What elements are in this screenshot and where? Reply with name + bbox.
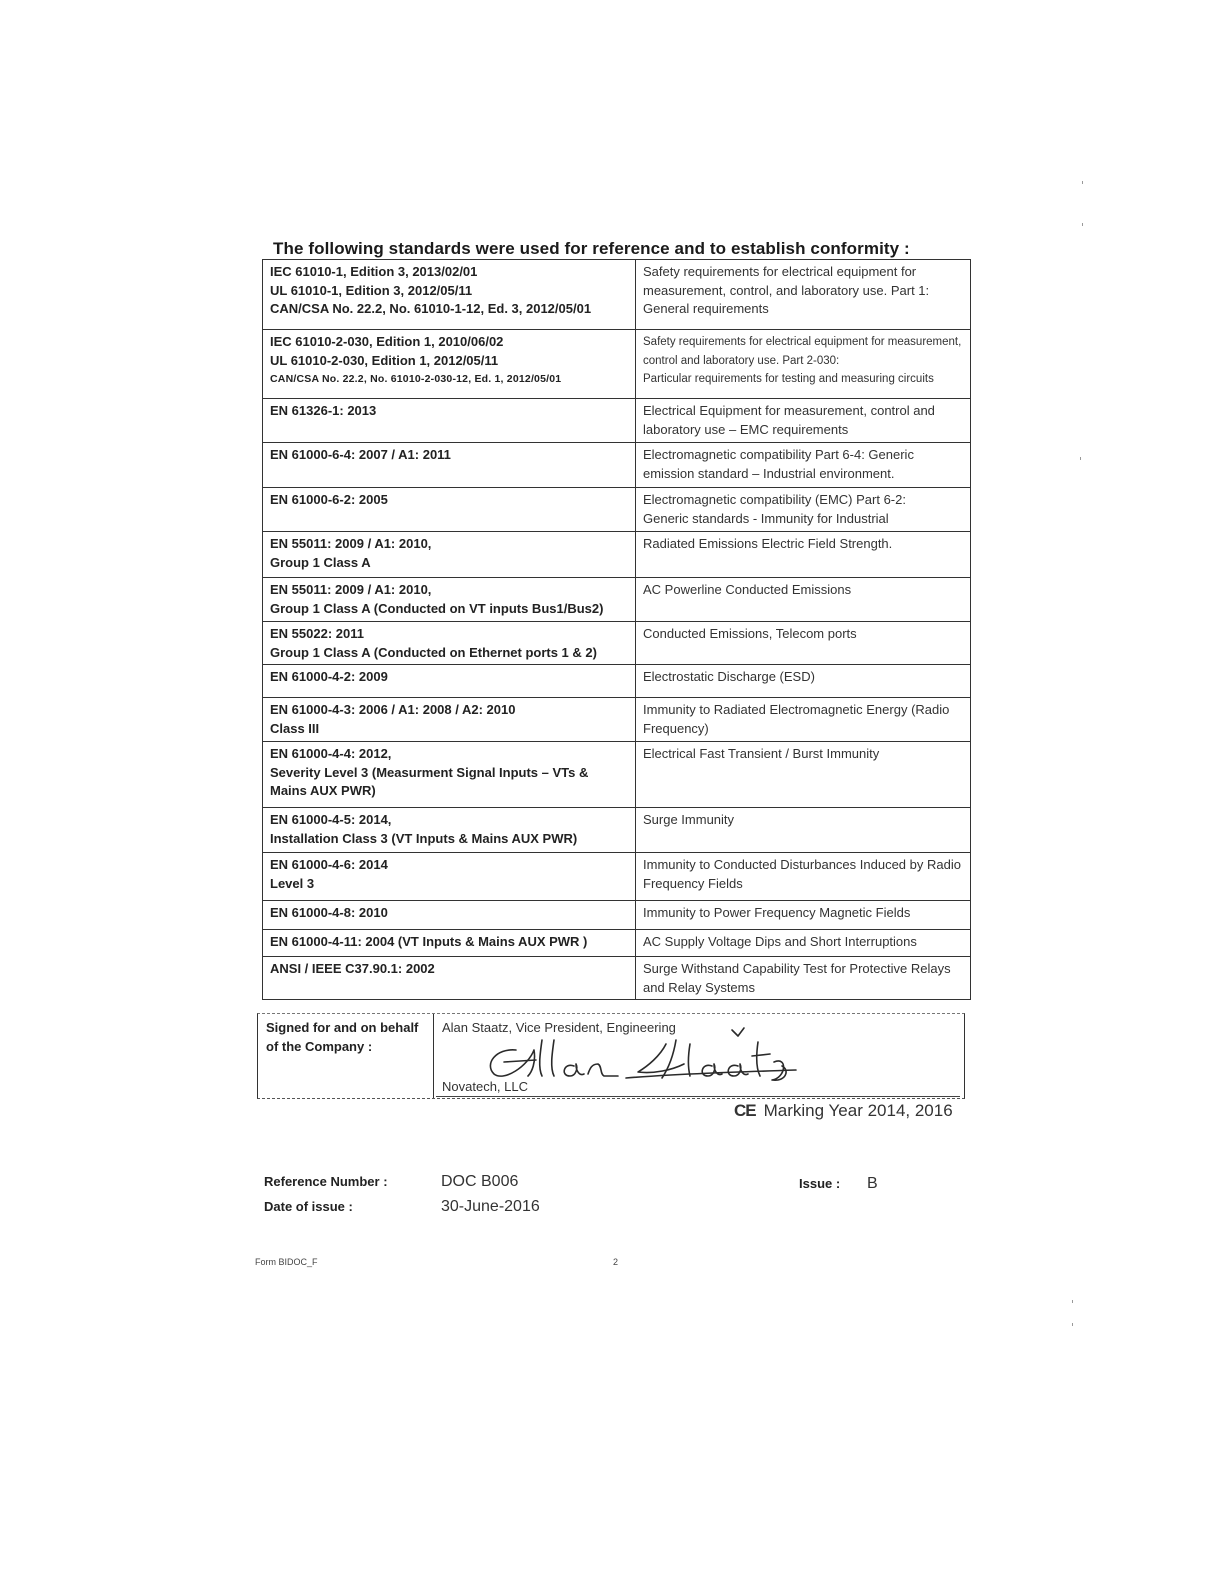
standard-reference-cell xyxy=(263,260,636,330)
standard-row xyxy=(263,698,971,742)
standard-reference-line: EN 61000-4-4: 2012, xyxy=(270,746,392,761)
standard-reference-cell xyxy=(263,488,636,532)
standard-reference-line: Severity Level 3 (Measurment Signal Inputs – VTs & xyxy=(270,764,589,780)
standard-row xyxy=(263,853,971,901)
form-id: Form BIDOC_F xyxy=(255,1257,318,1267)
ce-marking xyxy=(734,1101,953,1121)
standard-reference-line: EN 61000-4-11: 2004 (VT Inputs & Mains AUX PWR ) xyxy=(270,934,588,949)
standard-description-cell xyxy=(636,399,971,443)
standard-description-cell xyxy=(636,488,971,532)
standard-description-cell xyxy=(636,808,971,853)
standard-reference-line: EN 61000-6-4: 2007 / A1: 2011 xyxy=(270,447,451,462)
signature-divider xyxy=(433,1014,434,1098)
signatory-name-title: Alan Staatz, Vice President, Engineering xyxy=(442,1020,676,1035)
standard-reference-cell xyxy=(263,957,636,1000)
standard-reference-line: Group 1 Class A (Conducted on VT inputs Bus1/Bus2) xyxy=(270,600,604,616)
standard-description-line: Immunity to Radiated Electromagnetic Energy (Radio Frequency) xyxy=(643,702,950,736)
standard-description-line: Generic standards - Immunity for Industrial xyxy=(643,510,889,526)
standard-reference-line: Group 1 Class A (Conducted on Ethernet ports 1 & 2) xyxy=(270,644,597,660)
standard-row xyxy=(263,665,971,698)
standard-reference-cell xyxy=(263,578,636,622)
standard-description-line: Immunity to Conducted Disturbances Induced by Radio Frequency Fields xyxy=(643,857,961,891)
date-of-issue-value: 30-June-2016 xyxy=(441,1198,540,1215)
standard-reference-cell xyxy=(263,665,636,698)
page-number: 2 xyxy=(613,1257,619,1267)
standard-reference-line: EN 61000-4-2: 2009 xyxy=(270,669,388,684)
handwritten-signature xyxy=(476,1026,806,1086)
standard-reference-line: EN 55022: 2011 xyxy=(270,626,364,641)
standard-reference-line: EN 61000-4-3: 2006 / A1: 2008 / A2: 2010 xyxy=(270,702,516,717)
standard-reference-cell xyxy=(263,622,636,665)
standard-row xyxy=(263,808,971,853)
standard-reference-line: EN 61000-6-2: 2005 xyxy=(270,492,388,507)
standard-description-line: Electrical Equipment for measurement, control and laboratory use – EMC requirements xyxy=(643,403,935,437)
standard-reference-line: Installation Class 3 (VT Inputs & Mains AUX PWR) xyxy=(270,830,578,846)
page-heading: The following standards were used for reference and to establish conformity : xyxy=(273,239,910,258)
date-of-issue-label: Date of issue : xyxy=(264,1199,353,1214)
standard-reference-line: ANSI / IEEE C37.90.1: 2002 xyxy=(270,961,435,976)
standard-description-cell xyxy=(636,957,971,1000)
reference-number-value: DOC B006 xyxy=(441,1173,519,1190)
standard-reference-cell xyxy=(263,330,636,399)
standard-row xyxy=(263,443,971,488)
standard-description-cell xyxy=(636,330,971,399)
standards-table xyxy=(262,259,971,1000)
standard-description-line: Immunity to Power Frequency Magnetic Fields xyxy=(643,905,911,920)
standard-reference-cell xyxy=(263,443,636,488)
standard-row xyxy=(263,742,971,808)
standard-description-line: Safety requirements for electrical equipment for measurement, control and laboratory use. Part 2-030: xyxy=(643,336,962,367)
ce-marking-text: Marking Year 2014, 2016 xyxy=(763,1101,953,1120)
scan-speck xyxy=(1080,457,1081,460)
standard-reference-cell xyxy=(263,532,636,578)
standard-description-line: Safety requirements for electrical equipment for measurement, control, and laboratory use. Part 1: General requirements xyxy=(643,264,930,316)
scan-speck xyxy=(1072,1323,1073,1326)
standard-description-line: Electrical Fast Transient / Burst Immunity xyxy=(643,746,880,761)
standard-reference-line: EN 55011: 2009 / A1: 2010, xyxy=(270,536,432,551)
signed-label-line2: of the Company : xyxy=(266,1039,373,1054)
company-name: Novatech, LLC xyxy=(442,1079,528,1094)
standard-reference-line: EN 55011: 2009 / A1: 2010, xyxy=(270,582,432,597)
standard-row xyxy=(263,399,971,443)
standard-reference-line: CAN/CSA No. 22.2, No. 61010-1-12, Ed. 3, 2012/05/01 xyxy=(270,301,592,316)
standard-reference-line: EN 61000-4-6: 2014 xyxy=(270,857,388,872)
standard-row xyxy=(263,330,971,399)
standard-description-cell xyxy=(636,578,971,622)
standard-description-cell xyxy=(636,853,971,901)
standard-reference-line: Class III xyxy=(270,720,320,736)
standard-reference-line: Mains AUX PWR) xyxy=(270,783,376,798)
standard-description-line: AC Supply Voltage Dips and Short Interruptions xyxy=(643,934,917,949)
standard-reference-line: UL 61010-1, Edition 3, 2012/05/11 xyxy=(270,282,473,298)
standard-reference-line: EN 61326-1: 2013 xyxy=(270,403,377,418)
standard-reference-line: EN 61000-4-5: 2014, xyxy=(270,812,392,827)
reference-number-label: Reference Number : xyxy=(264,1174,388,1189)
standard-reference-cell xyxy=(263,399,636,443)
standard-row xyxy=(263,578,971,622)
standard-reference-line: Group 1 Class A xyxy=(270,554,371,570)
standard-row xyxy=(263,957,971,1000)
standard-row xyxy=(263,532,971,578)
standard-description-line: Surge Withstand Capability Test for Protective Relays and Relay Systems xyxy=(643,961,951,995)
standard-description-cell xyxy=(636,665,971,698)
standard-description-line: Particular requirements for testing and measuring circuits xyxy=(643,373,934,385)
standard-reference-line: IEC 61010-2-030, Edition 1, 2010/06/02 xyxy=(270,334,504,349)
standard-reference-cell xyxy=(263,808,636,853)
scan-speck xyxy=(1082,223,1083,226)
standard-description-line: Conducted Emissions, Telecom ports xyxy=(643,626,857,641)
standard-reference-cell xyxy=(263,698,636,742)
standard-reference-cell xyxy=(263,901,636,930)
signed-on-behalf-label xyxy=(266,1018,430,1056)
standard-reference-line: EN 61000-4-8: 2010 xyxy=(270,905,388,920)
signature-block xyxy=(257,1013,965,1099)
standard-description-line: Electrostatic Discharge (ESD) xyxy=(643,669,815,684)
standard-description-line: Surge Immunity xyxy=(643,812,735,827)
signature-baseline xyxy=(436,1096,960,1097)
standard-row xyxy=(263,488,971,532)
standard-reference-cell xyxy=(263,742,636,808)
standard-reference-cell xyxy=(263,853,636,901)
standard-description-cell xyxy=(636,622,971,665)
signed-label-line1: Signed for and on behalf xyxy=(266,1020,419,1035)
standard-reference-line: Level 3 xyxy=(270,875,315,891)
issue-value: B xyxy=(867,1175,878,1192)
issue-label: Issue : xyxy=(799,1176,841,1191)
standard-row xyxy=(263,901,971,930)
standard-description-cell xyxy=(636,742,971,808)
standard-description-cell xyxy=(636,930,971,957)
scan-speck xyxy=(1082,181,1083,184)
standard-description-cell xyxy=(636,698,971,742)
standard-description-line: Electromagnetic compatibility Part 6-4: Generic emission standard – Industrial environment. xyxy=(643,447,914,481)
standard-reference-line: CAN/CSA No. 22.2, No. 61010-2-030-12, Ed. 1, 2012/05/01 xyxy=(270,373,562,385)
standard-description-line: Radiated Emissions Electric Field Strength. xyxy=(643,536,893,551)
scan-speck xyxy=(1072,1300,1073,1303)
standard-description-cell xyxy=(636,901,971,930)
standard-description-cell xyxy=(636,260,971,330)
standard-description-line: AC Powerline Conducted Emissions xyxy=(643,582,852,597)
standard-row xyxy=(263,622,971,665)
standard-description-cell xyxy=(636,532,971,578)
standard-reference-line: IEC 61010-1, Edition 3, 2013/02/01 xyxy=(270,264,478,279)
standard-description-line: Electromagnetic compatibility (EMC) Part 6-2: xyxy=(643,492,906,507)
standard-reference-cell xyxy=(263,930,636,957)
ce-logo-icon: CE xyxy=(734,1101,756,1120)
standard-row xyxy=(263,930,971,957)
standard-reference-line: UL 61010-2-030, Edition 1, 2012/05/11 xyxy=(270,352,499,368)
standard-description-cell xyxy=(636,443,971,488)
standard-row xyxy=(263,260,971,330)
